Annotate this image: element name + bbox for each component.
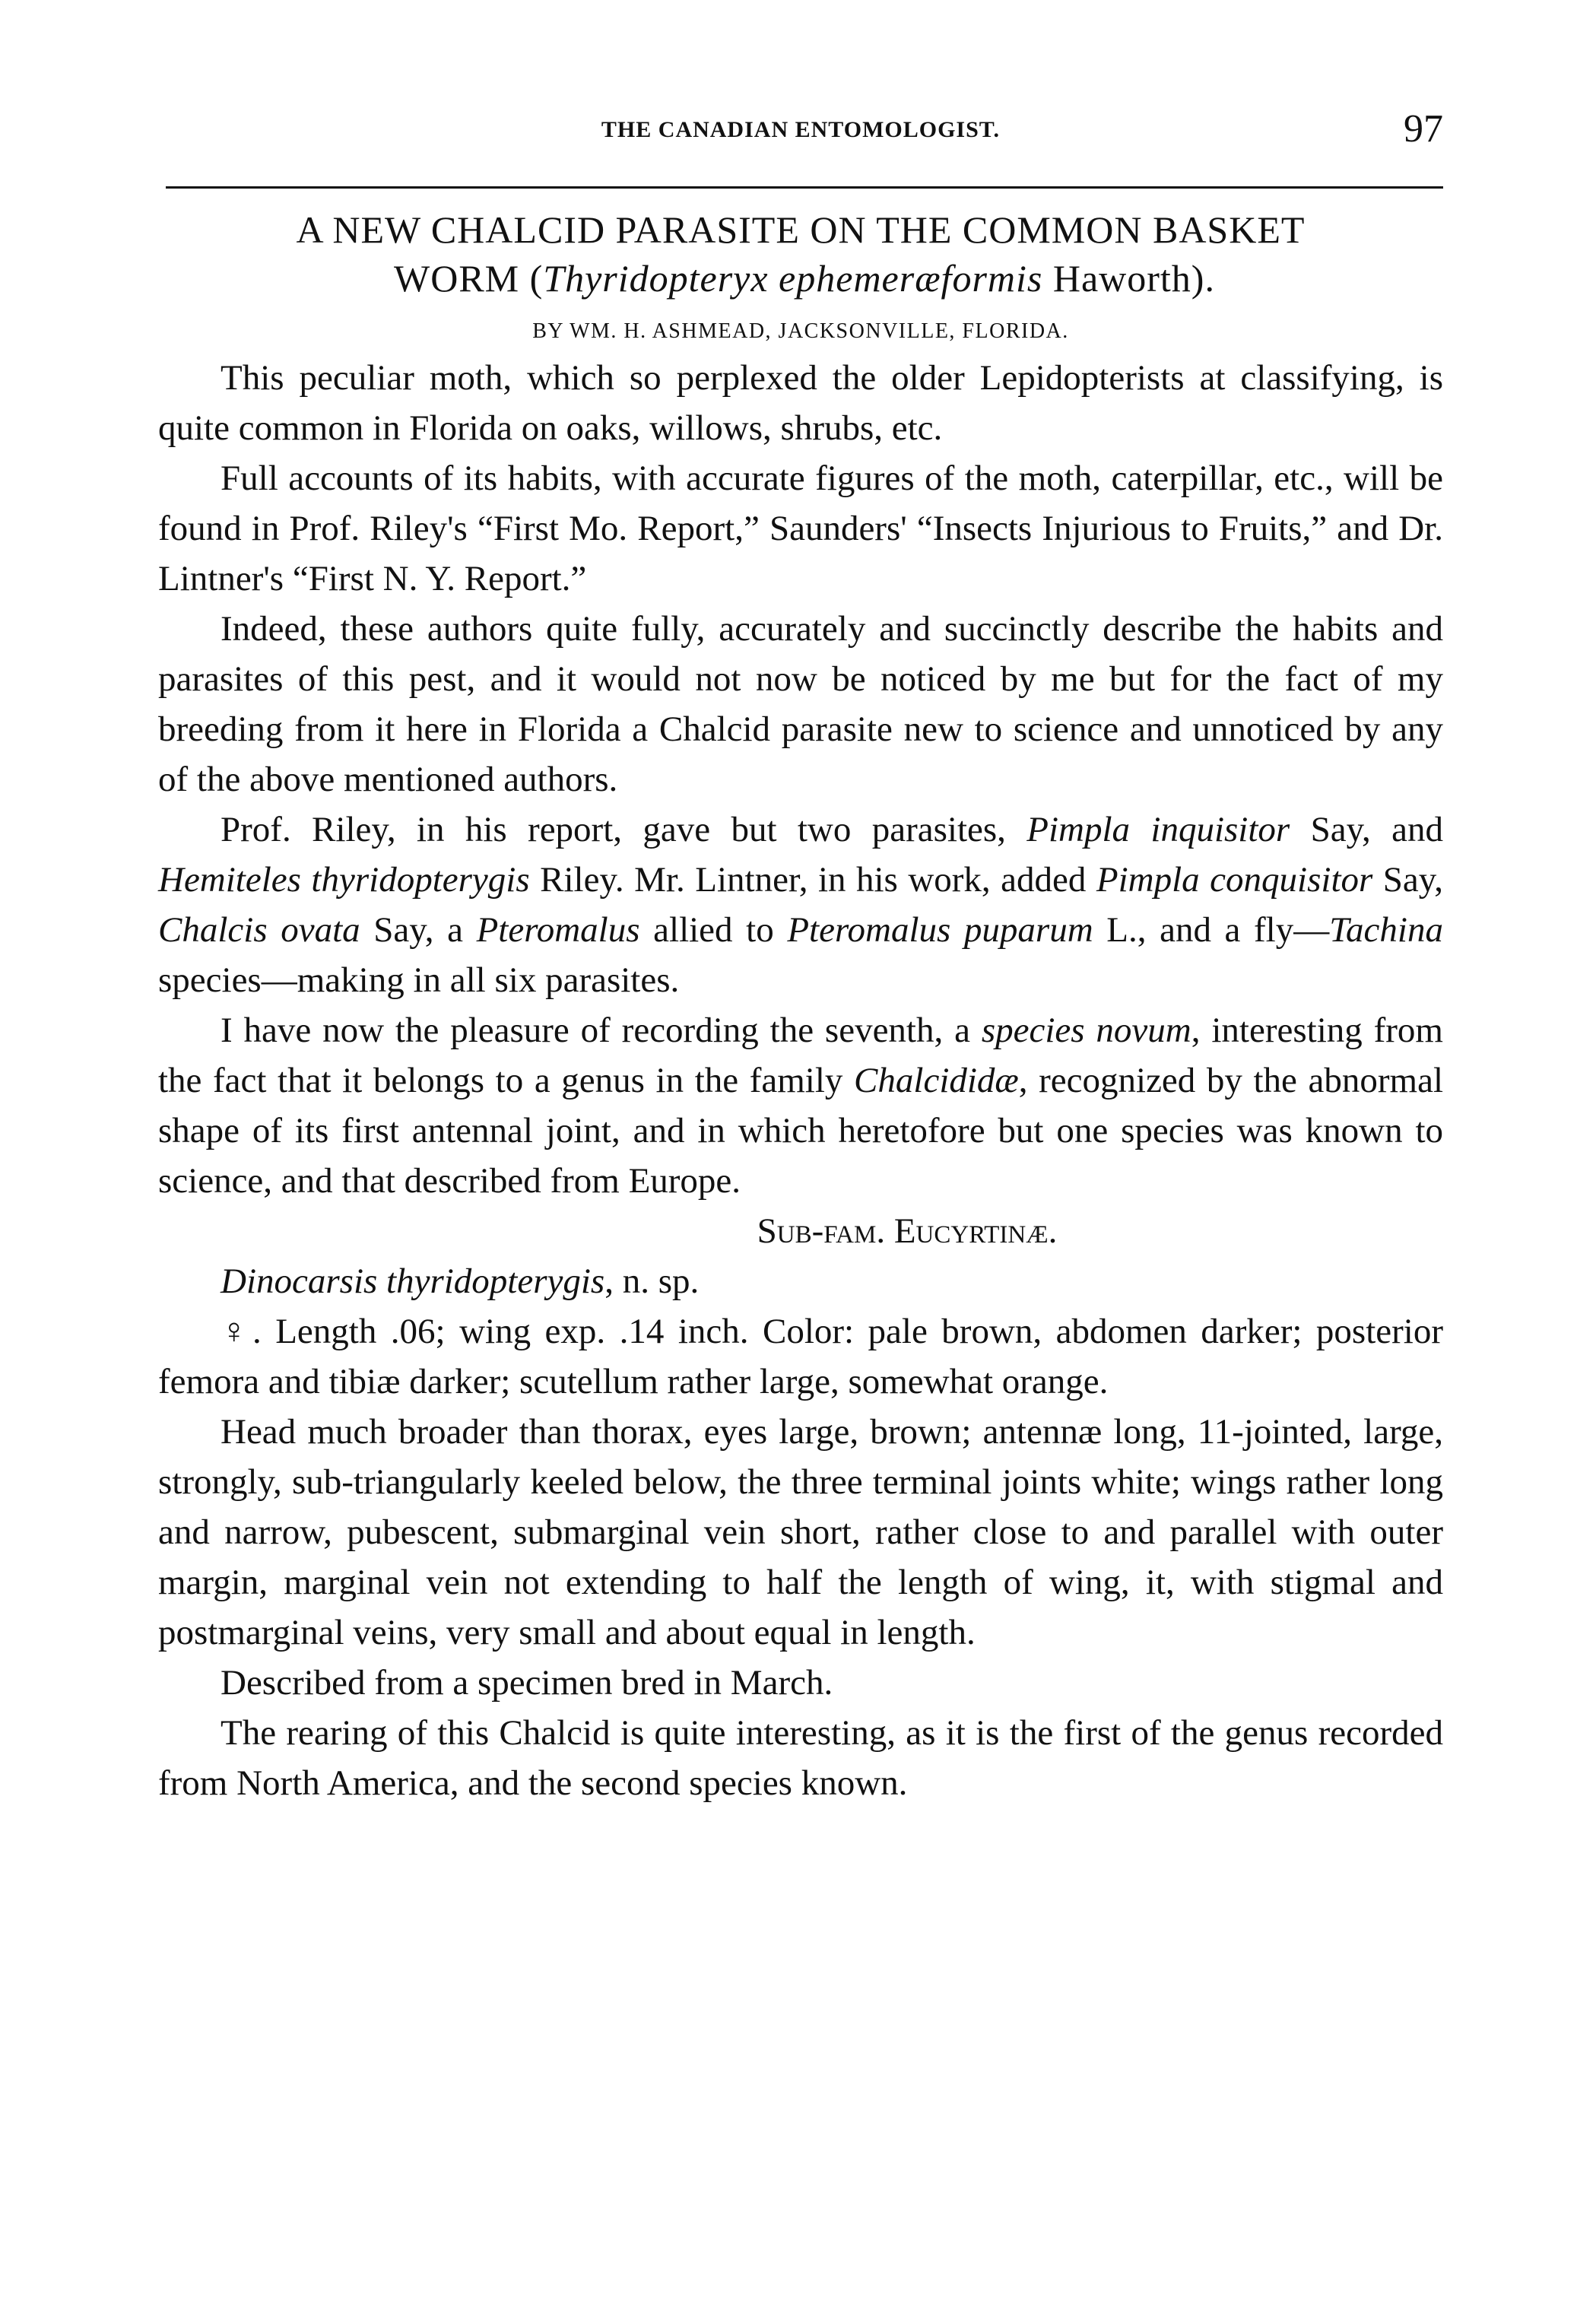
p4-text-m: L., and a fly—	[1093, 910, 1330, 950]
paragraph-4	[158, 804, 1443, 1005]
p4-text-k: allied to	[639, 910, 788, 950]
paragraph-9: The rearing of this Chalcid is quite interesting, as it is the first of the genus recorded from North America, and the second species known.	[158, 1713, 1443, 1803]
p4-text-c: Say, and	[1290, 810, 1443, 849]
paragraph-2: Full accounts of its habits, with accurate figures of the moth, caterpillar, etc., will be found in Prof. Riley's “First Mo. Report,” Saunders' “Insects Injurious to Fruits,” and Dr. Lintner's “First N. Y. Report.”	[158, 459, 1443, 598]
running-title: THE CANADIAN ENTOMOLOGIST.	[601, 117, 1001, 142]
p4-species-1: Pimpla inquisitor	[1026, 810, 1290, 849]
p4-species-3: Pimpla conquisitor	[1096, 860, 1373, 900]
page	[158, 107, 1444, 1808]
p5-species-novum: species novum	[981, 1011, 1191, 1050]
paragraph-5	[158, 1005, 1443, 1206]
paragraph-8: Described from a specimen bred in March.	[221, 1663, 833, 1703]
paragraph-6: ♀. Length .06; wing exp. .14 inch. Color: pale brown, abdomen darker; posterior femora and tibiæ darker; scutellum rather large, somewhat orange.	[158, 1312, 1443, 1401]
header-rule	[166, 186, 1443, 189]
article-title	[158, 205, 1443, 303]
paragraph-1: This peculiar moth, which so perplexed the older Lepidopterists at classifying, is quite common in Florida on oaks, willows, shrubs, etc.	[158, 358, 1443, 448]
species-name: Dinocarsis thyridopterygis	[221, 1261, 605, 1301]
subfamily-heading: Sub-fam. Eucyrtinæ.	[757, 1211, 1058, 1251]
title-species-name: Thyridopteryx ephemeræformis	[543, 257, 1043, 300]
p4-text-e: Riley. Mr. Lintner, in his work, added	[529, 860, 1096, 900]
paragraph-7: Head much broader than thorax, eyes large, brown; antennæ long, 11-jointed, large, strongly, sub-triangularly keeled below, the three terminal joints white; wings rather long and narrow, pubescent, submarginal vein short, rather close to and parallel with outer margin, marginal vein not extending to half the length of wing, it, with stigmal and postmarginal veins, very small and about equal in length.	[158, 1412, 1443, 1652]
p4-species-6: Pteromalus puparum	[787, 910, 1093, 950]
title-line-2-a: WORM (	[394, 257, 544, 300]
species-suffix: , n. sp.	[604, 1261, 700, 1301]
title-line-1: A NEW CHALCID PARASITE ON THE COMMON BASKET	[296, 208, 1306, 251]
page-header	[158, 107, 1443, 167]
p5-text-c: , interesting from the fact that it belongs to a genus in the family	[158, 1011, 1443, 1100]
title-line-2-c: Haworth).	[1042, 257, 1215, 300]
p5-text-a: I have now the pleasure of recording the seventh, a	[221, 1011, 982, 1050]
article-body	[158, 353, 1443, 1808]
p4-species-5: Pteromalus	[476, 910, 640, 950]
p4-text-g: Say,	[1372, 860, 1443, 900]
p4-text-i: Say, a	[360, 910, 477, 950]
p4-species-7: Tachina	[1329, 910, 1443, 950]
p5-family: Chalcididæ	[854, 1061, 1019, 1100]
p4-species-4: Chalcis ovata	[158, 910, 360, 950]
p4-species-2: Hemiteles thyridopterygis	[158, 860, 530, 900]
p5-text-e: , recognized by the abnormal shape of its first antennal joint, and in which heretofore but one species was known to science, and that described from Europe.	[158, 1061, 1444, 1201]
p4-text-a: Prof. Riley, in his report, gave but two parasites,	[221, 810, 1027, 849]
page-number: 97	[1404, 107, 1443, 151]
paragraph-3: Indeed, these authors quite fully, accurately and succinctly describe the habits and parasites of this pest, and it would not now be noticed by me but for the fact of my breeding from it here in Florida a Chalcid parasite new to science and unnoticed by any of the above mentioned authors.	[158, 609, 1443, 799]
title-line-2	[158, 254, 1443, 303]
byline: BY WM. H. ASHMEAD, JACKSONVILLE, FLORIDA.	[532, 319, 1069, 343]
species-heading	[158, 1256, 1443, 1306]
p4-text-o: species—making in all six parasites.	[158, 960, 680, 1000]
